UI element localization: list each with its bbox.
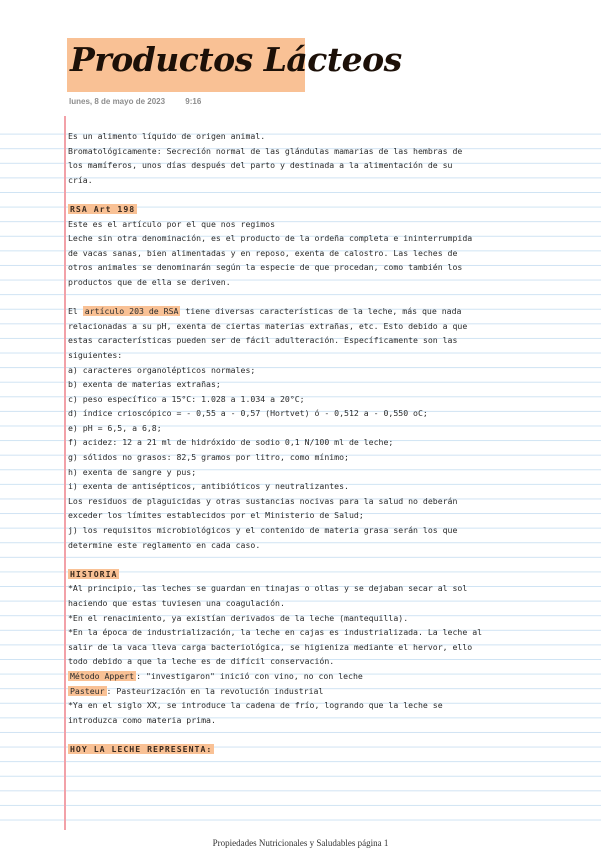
page-time: 9:16	[185, 97, 202, 106]
text-line: de vacas sanas, bien alimentadas y en reposo, exenta de calostro. Las leches de	[68, 247, 458, 258]
text-line: salir de la vaca lleva carga bacteriológica, se higieniza mediante el hervor, ello	[68, 641, 473, 652]
page-meta	[69, 97, 201, 106]
text-line: *Al principio, las leches se guardan en tinajas o ollas y se dejaban secar al sol	[68, 583, 468, 594]
text-line: exceder los límites establecidos por el Ministerio de Salud;	[68, 510, 364, 521]
text-line: estas características pueden ser de fácil adulteración. Específicamente son las	[68, 335, 458, 346]
text-line	[68, 684, 484, 699]
page-title: Productos Lácteos	[70, 40, 402, 79]
list-item: c) peso específico a 15°C: 1.028 a 1.034 a 20°C;	[68, 393, 305, 404]
list-item: e) pH = 6,5, a 6,8;	[68, 422, 162, 433]
text-rest: : Pasteurización en la revolución industrial	[106, 685, 324, 696]
text-prefix: El	[68, 306, 83, 317]
pasteur-highlight: Pasteur	[70, 685, 105, 696]
text-line	[68, 669, 484, 684]
section-heading: RSA Art 198	[70, 203, 136, 214]
section-hoy	[68, 742, 484, 757]
text-line: otros animales se denominarán según la especie de que procedan, como también los	[68, 262, 463, 273]
text-line: Leche sin otra denominación, es el producto de la ordeña completa e ininterrumpida	[68, 233, 473, 244]
section-historia	[68, 567, 484, 728]
text-line: productos que de ella se deriven.	[68, 276, 231, 287]
list-item: h) exenta de sangre y pus;	[68, 466, 197, 477]
text-rest: tiene diversas características de la leche, más que nada	[180, 306, 462, 317]
section-rsa-198	[68, 202, 484, 290]
text-rest: : "investigaron" inició con vino, no con leche	[136, 670, 363, 681]
text-line: haciendo que estas tuviesen una coagulación.	[68, 598, 285, 608]
note-content[interactable]	[68, 129, 484, 757]
text-line: *En la época de industrialización, la leche en cajas es industrializada. La leche al	[68, 627, 483, 638]
appert-highlight: Método Appert	[70, 670, 135, 681]
list-item: d) índice crioscópico = - 0,55 a - 0,57 (Hortvet) ó - 0,512 a - 0,550 oC;	[68, 408, 428, 419]
text-line: Los residuos de plaguicidas y otras sustancias nocivas para la salud no deberán	[68, 495, 458, 506]
list-item: b) exenta de materias extrañas;	[68, 379, 221, 390]
margin-line	[64, 116, 66, 830]
text-line: introduzca como materia prima.	[68, 714, 216, 725]
text-line: todo debido a que la leche es de difícil conservación.	[68, 656, 335, 667]
section-rsa-203	[68, 304, 484, 552]
text-line: Bromatológicamente: Secreción normal de las glándulas mamarias de las hembras de	[68, 145, 463, 156]
list-item: f) acidez: 12 a 21 ml de hidróxido de sodio 0,1 N/100 ml de leche;	[68, 437, 394, 448]
list-item: j) los requisitos microbiológicos y el contenido de materia grasa serán los que	[68, 525, 458, 536]
text-line: *En el renacimiento, ya existían derivados de la leche (mantequilla).	[68, 612, 409, 623]
section-heading: HOY LA LECHE REPRESENTA:	[70, 743, 213, 754]
text-line: Es un alimento líquido de origen animal.	[68, 131, 266, 141]
section-heading: HISTORIA	[70, 568, 118, 579]
text-line: relacionadas a su pH, exenta de ciertas materias extrañas, etc. Esto debido a que	[68, 320, 468, 331]
intro-block	[68, 129, 484, 187]
text-line: los mamíferos, unos días después del parto y destinada a la alimentación de su	[68, 160, 453, 171]
list-item: a) caracteres organolépticos normales;	[68, 364, 256, 375]
page-footer: Propiedades Nutricionales y Saludables página 1	[212, 838, 389, 848]
text-line: Este es el artículo por el que nos regimos	[68, 218, 276, 229]
text-line: determine este reglamento en cada caso.	[68, 539, 261, 550]
page-date: lunes, 8 de mayo de 2023	[69, 97, 166, 106]
text-line	[68, 304, 484, 319]
article-highlight: artículo 203 de RSA	[84, 306, 179, 317]
list-item: g) sólidos no grasos: 82,5 gramos por litro, como mínimo;	[68, 452, 349, 463]
text-line: *Ya en el siglo XX, se introduce la cadena de frío, logrando que la leche se	[68, 700, 443, 711]
text-line: siguientes:	[68, 349, 123, 360]
text-line: cría.	[68, 174, 93, 185]
list-item: i) exenta de antisépticos, antibióticos y neutralizantes.	[68, 481, 349, 492]
